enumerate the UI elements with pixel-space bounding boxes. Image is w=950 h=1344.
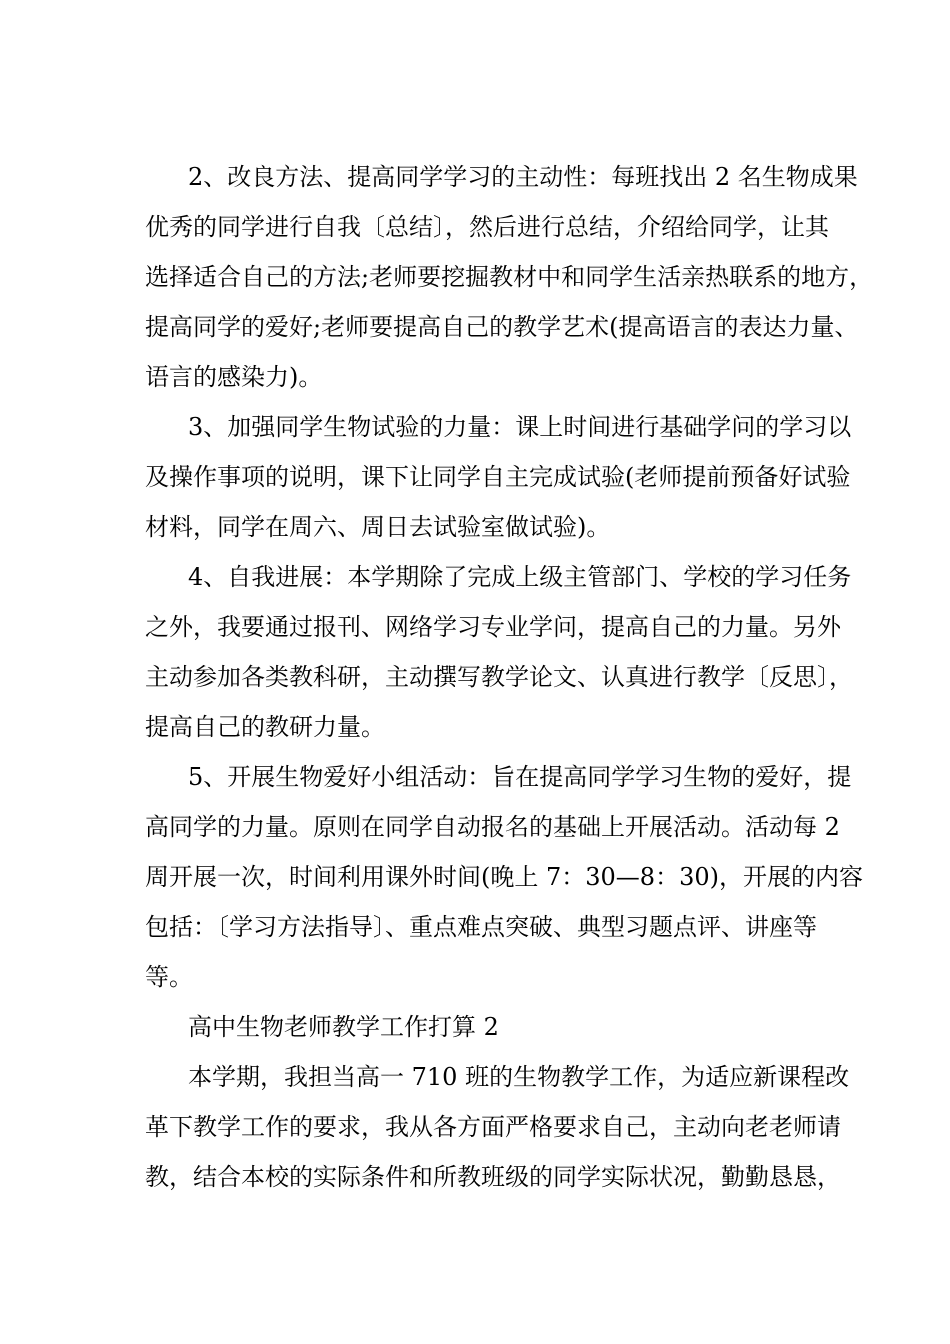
section-heading: 高中生物老师教学工作打算 2 [188, 1013, 499, 1041]
paragraph-4-line-4: 提高自己的教研力量。 [145, 713, 385, 741]
paragraph-3-line-2: 及操作事项的说明，课下让同学自主完成试验(老师提前预备好试验 [145, 463, 851, 491]
paragraph-2-line-3: 选择适合自己的方法;老师要挖掘教材中和同学生活亲热联系的地方， [145, 263, 874, 291]
paragraph-6-line-3: 教，结合本校的实际条件和所教班级的同学实际状况，勤勤恳恳， [145, 1163, 841, 1191]
paragraph-4-line-2: 之外，我要通过报刊、网络学习专业学问，提高自己的力量。另外 [145, 613, 841, 641]
paragraph-2-line-4: 提高同学的爱好;老师要提高自己的教学艺术(提高语言的表达力量、 [145, 313, 859, 341]
paragraph-3-line-1: 3、加强同学生物试验的力量：课上时间进行基础学问的学习以 [188, 413, 852, 441]
paragraph-5-line-1: 5、开展生物爱好小组活动：旨在提高同学学习生物的爱好，提 [188, 763, 852, 791]
paragraph-4-line-3: 主动参加各类教科研，主动撰写教学论文、认真进行教学〔反思〕， [145, 663, 853, 691]
paragraph-5-line-2: 高同学的力量。原则在同学自动报名的基础上开展活动。活动每 2 [145, 813, 840, 841]
paragraph-4-line-1: 4、自我进展：本学期除了完成上级主管部门、学校的学习任务 [188, 563, 852, 591]
paragraph-2-line-5: 语言的感染力)。 [145, 363, 323, 391]
paragraph-2-line-1: 2、改良方法、提高同学学习的主动性：每班找出 2 名生物成果 [188, 163, 858, 191]
paragraph-6-line-2: 革下教学工作的要求，我从各方面严格要求自己，主动向老老师请 [145, 1113, 841, 1141]
paragraph-3-line-3: 材料，同学在周六、周日去试验室做试验)。 [145, 513, 611, 541]
paragraph-2-line-2: 优秀的同学进行自我〔总结〕，然后进行总结，介绍给同学，让其 [145, 213, 829, 241]
paragraph-5-line-3: 周开展一次，时间利用课外时间(晚上 7：30—8：30)，开展的内容 [145, 863, 863, 891]
paragraph-6-line-1: 本学期，我担当高一 710 班的生物教学工作，为适应新课程改 [188, 1063, 850, 1091]
paragraph-5-line-4: 包括：〔学习方法指导〕、重点难点突破、典型习题点评、讲座等 [145, 913, 817, 941]
paragraph-5-line-5: 等。 [145, 963, 193, 991]
